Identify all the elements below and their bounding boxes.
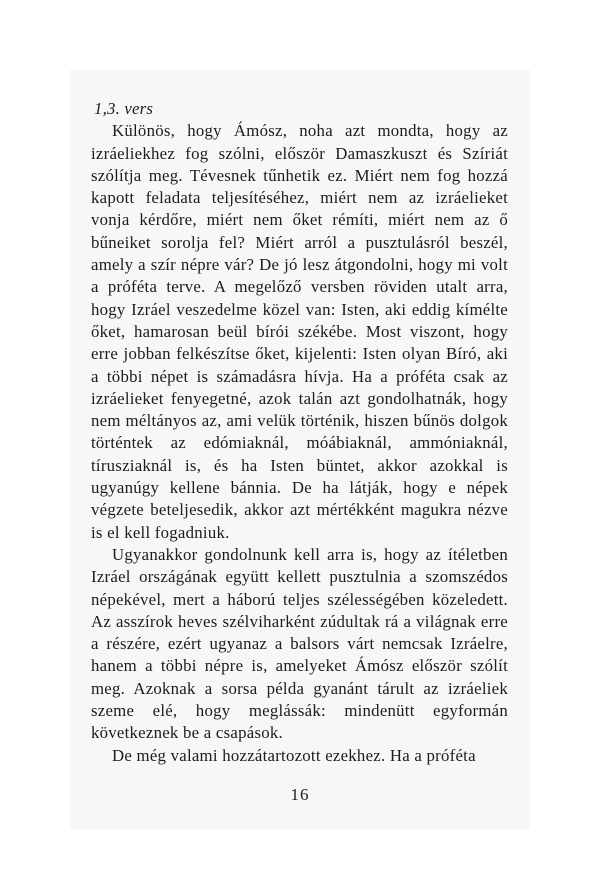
verse-heading: 1,3. vers xyxy=(94,99,154,118)
paragraph-2: Ugyanakkor gondolnunk kell arra is, hogy az ítéletben Izráel országának együtt kellett pusztulnia a szomszédos népekével, mert a háború teljes szélességében közeledett. Az asszírok heves szélviharként zúdultak rá a világnak erre a részére, ezért ugyanaz a balsors várt nemcsak Izráelre, hanem a többi népre is, amelyeket Ámósz először szólít meg. Azoknak a sorsa példa gyanánt tárult az izráeliek szeme elé, hogy meglássák: mindenütt egyformán következnek be a csapások. xyxy=(91,544,508,743)
text-block xyxy=(91,98,508,767)
paragraph-3: De még valami hozzátartozott ezekhez. Ha a próféta xyxy=(112,745,476,765)
page-number: 16 xyxy=(290,785,310,804)
paragraph-1: Különös, hogy Ámósz, noha azt mondta, hogy az izráeliekhez fog szólni, először Damaszkuszt és Szíriát szólítja meg. Tévesnek tűnhetik ez. Miért nem fog hozzá kapott feladata teljesítéséhez, miért nem az izráelieket vonja kérdőre, miért nem őket rémíti, miért nem az ő bűneiket sorolja fel? Miért arról a pusztulásról beszél, amely a szír népre vár? De jó lesz átgondolni, hogy mi volt a próféta terve. A megelőző versben röviden utalt arra, hogy Izráel veszedelme közel van: Isten, aki eddig kímélte őket, hamarosan beül bírói székébe. Most viszont, hogy erre jobban felkészítse őket, kijelenti: Isten olyan Bíró, aki a többi népet is számadásra hívja. Ha a próféta csak az izráelieket fenyegetné, azok talán azt gondolhatnák, hogy nem méltányos az, ami velük történik, hiszen bűnös dolgok történtek az edómiaknál, móábiaknál, ammóniaknál, tírusziaknál is, és ha Isten büntet, akkor azokkal is ugyanúgy kellene bánnia. De ha látják, hogy e népek végzete beteljesedik, akkor azt mértékként magukra nézve is el kell fogadniuk. xyxy=(91,121,508,542)
